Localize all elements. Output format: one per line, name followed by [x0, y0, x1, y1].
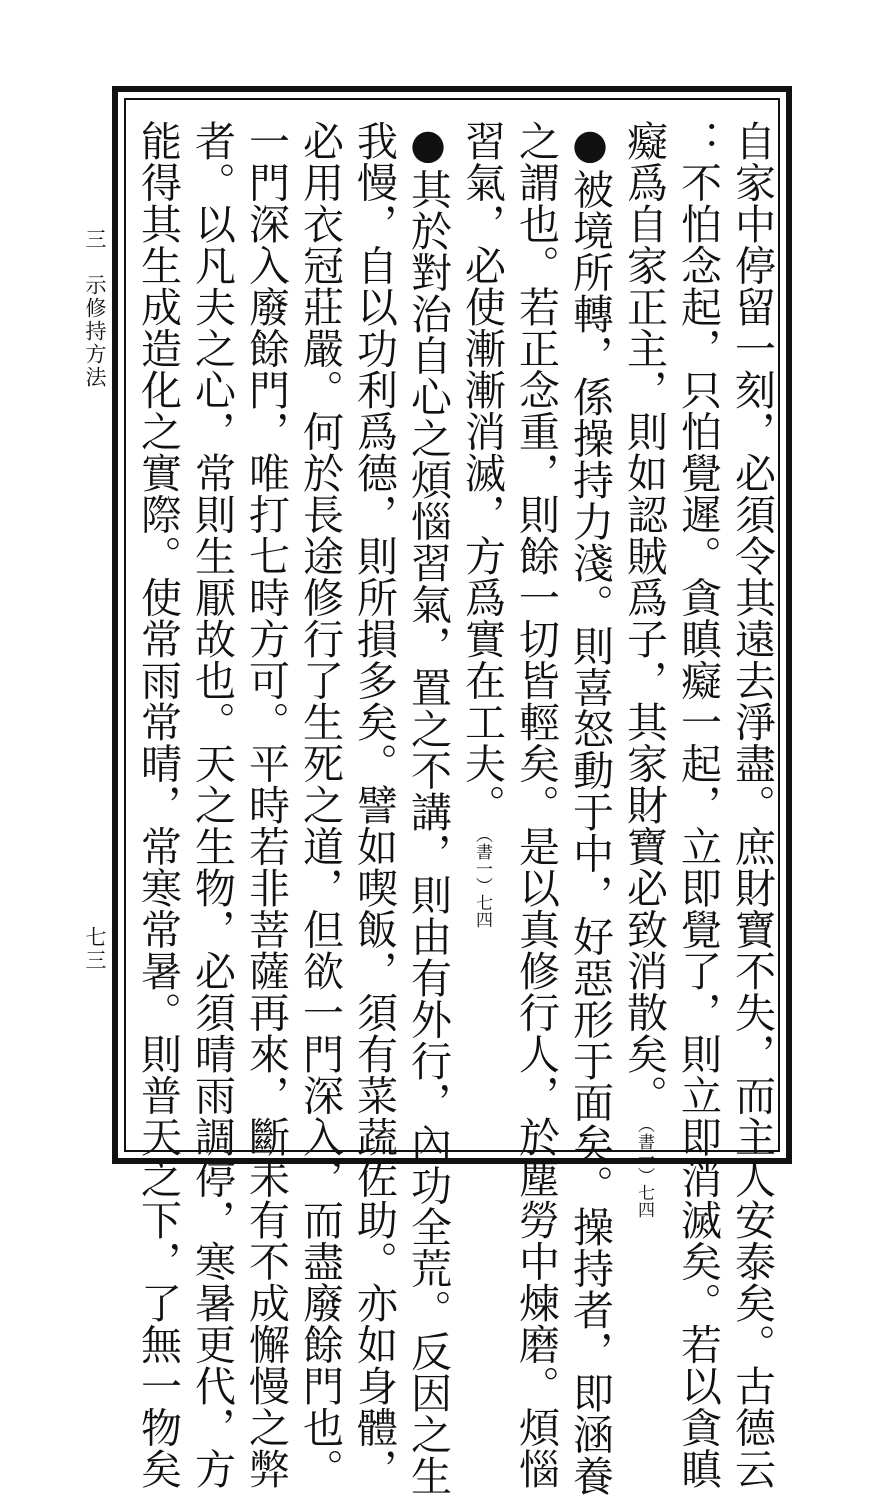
citation-note: （書一）七四: [634, 1116, 654, 1218]
text-column-4: ●被境所轉，係操持力淺。則喜怒動于中，好惡形于面矣。操持者，即涵養: [566, 120, 614, 1497]
citation-note: （書一）七四: [472, 825, 492, 928]
chapter-number: 三: [83, 228, 107, 251]
text-column-7: ●其於對治自心之煩惱習氣，置之不講，則由有外行，內功全荒。反因之生: [404, 120, 452, 1497]
text-column-2: ：不怕念起，只怕覺遲。貪瞋癡一起，立即覺了，則立即消滅矣。若以貪瞋: [674, 120, 722, 1490]
text-column-3: 癡爲自家正主，則如認賊爲子，其家財寶必致消散矣。（書一）七四: [620, 120, 668, 1218]
text-column-6: 習氣，必使漸漸消滅，方爲實在工夫。（書一）七四: [458, 120, 506, 928]
running-header: [80, 228, 110, 389]
body-text: [126, 100, 778, 1497]
section-title: 示修持方法: [83, 274, 107, 389]
text-column-8: 我慢，自以功利爲德，則所損多矣。譬如喫飯，須有菜蔬佐助。亦如身體，: [350, 120, 398, 1490]
text-column-11: 者。以凡夫之心，常則生厭故也。天之生物，必須晴雨調停，寒暑更代，方: [188, 120, 236, 1490]
text-column-1: 自家中停留一刻，必須令其遠去淨盡。庶財寶不失，而主人安泰矣。古德云: [728, 120, 776, 1490]
page-number: 七三: [83, 926, 107, 972]
text-column-5: 之謂也。若正念重，則餘一切皆輕矣。是以真修行人，於塵勞中煉磨。煩惱: [512, 120, 560, 1490]
text-column-12: 能得其生成造化之實際。使常雨常晴，常寒常暑。則普天之下，了無一物矣: [134, 120, 182, 1490]
text-column-9: 必用衣冠莊嚴。何於長途修行了生死之道，但欲一門深入，而盡廢餘門也。: [296, 120, 344, 1490]
text-column-10: 一門深入廢餘門，唯打七時方可。平時若非菩薩再來，斷未有不成懈慢之弊: [242, 120, 290, 1490]
